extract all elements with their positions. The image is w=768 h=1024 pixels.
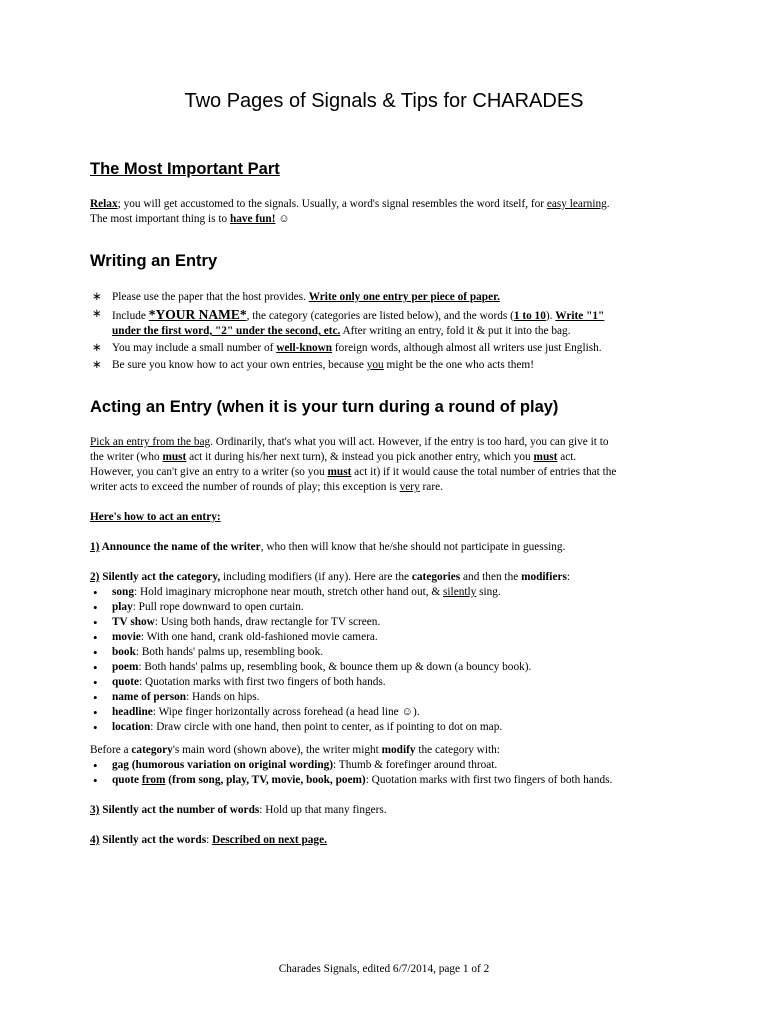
category-name: name of person xyxy=(112,691,187,703)
item-text: Please use the paper that the host provides. xyxy=(112,291,309,303)
modifier-name: gag (humorous variation on original wording) xyxy=(112,759,334,771)
item-text: Be sure you know how to act your own entries, because xyxy=(112,359,367,371)
bullet-icon: • xyxy=(93,600,98,615)
paragraph-text: writer acts to exceed the number of rounds of play; this exception is xyxy=(90,481,400,493)
page-footer: Charades Signals, edited 6/7/2014, page 1 of 2 xyxy=(278,963,490,975)
your-name-text: *YOUR NAME* xyxy=(148,307,247,322)
category-item xyxy=(90,585,680,600)
bullet-icon: • xyxy=(93,630,98,645)
paragraph-text: Before a xyxy=(90,744,132,756)
step-text: , who then will know that he/she should not participate in guessing. xyxy=(260,541,566,553)
category-name: poem xyxy=(112,661,139,673)
step-number: 4) xyxy=(90,834,100,846)
step-text: : xyxy=(206,834,213,846)
asterisk-bullet-icon: ∗ xyxy=(92,359,102,371)
category-name: quote xyxy=(112,676,139,688)
modify-word: modify xyxy=(381,744,416,756)
category-description: : Hands on hips. xyxy=(186,691,260,703)
modifier-name: (from song, play, TV, movie, book, poem) xyxy=(165,774,366,786)
modifier-item xyxy=(90,758,680,773)
paragraph-line xyxy=(90,480,680,495)
category-name: location xyxy=(112,721,151,733)
paragraph-text: the writer (who xyxy=(90,451,163,463)
easy-learning-text: easy learning xyxy=(546,198,607,210)
category-description: : Draw circle with one hand, then point to center, as if pointing to dot on map. xyxy=(150,721,503,733)
list-item-continuation xyxy=(90,324,680,339)
paragraph-text: the category with: xyxy=(415,744,500,756)
paragraph-line xyxy=(90,450,680,465)
bullet-icon: • xyxy=(93,645,98,660)
modifier-from: from xyxy=(141,774,166,786)
modifier-name: quote xyxy=(112,774,142,786)
list-item xyxy=(90,341,680,356)
category-item xyxy=(90,630,680,645)
item-emphasis: under the first word, "2" under the second, etc. xyxy=(112,325,341,337)
step-text: : Hold up that many fingers. xyxy=(259,804,387,816)
bullet-icon: • xyxy=(93,585,98,600)
relax-text: ; you will get accustomed to the signals. Usually, a word's signal resembles the word itself, for xyxy=(117,198,547,210)
paragraph-text: act. xyxy=(557,451,577,463)
category-description: : Hold imaginary microphone near mouth, stretch other hand out, & xyxy=(133,586,444,598)
asterisk-bullet-icon: ∗ xyxy=(92,342,102,354)
paragraph-text: rare. xyxy=(419,481,443,493)
have-fun-line xyxy=(90,212,680,227)
category-item xyxy=(90,720,680,735)
asterisk-bullet-icon: ∗ xyxy=(92,291,102,303)
step-title: Silently act the category, xyxy=(99,571,221,583)
asterisk-bullet-icon: ∗ xyxy=(92,308,102,320)
item-text: , the category (categories are listed below), and the words ( xyxy=(246,310,514,322)
category-description: : Pull rope downward to open curtain. xyxy=(132,601,304,613)
bullet-icon: • xyxy=(93,675,98,690)
bullet-icon: • xyxy=(93,758,98,773)
bullet-icon: • xyxy=(93,615,98,630)
category-description: sing. xyxy=(476,586,501,598)
categories-word: categories xyxy=(411,571,461,583)
item-emphasis: Write "1" xyxy=(555,310,605,322)
modifier-text: : Thumb & forefinger around throat. xyxy=(333,759,498,771)
page-title: Two Pages of Signals & Tips for CHARADES xyxy=(184,90,584,112)
must-emphasis: must xyxy=(327,466,352,478)
step-text: : xyxy=(566,571,571,583)
step-title: Silently act the words xyxy=(99,834,207,846)
word-count-range: 1 to 10 xyxy=(513,310,546,322)
item-emphasis: Write only one entry per piece of paper. xyxy=(308,291,500,303)
category-item xyxy=(90,660,680,675)
paragraph-line xyxy=(90,465,680,480)
step-2 xyxy=(90,570,680,585)
category-name: headline xyxy=(112,706,153,718)
paragraph-text: act it during his/her next turn), & instead you pick another entry, which you xyxy=(186,451,534,463)
category-name: play xyxy=(112,601,133,613)
writing-entry-list xyxy=(90,290,680,373)
category-item xyxy=(90,705,680,720)
category-item xyxy=(90,690,680,705)
item-text: You may include a small number of xyxy=(112,342,277,354)
item-text: might be the one who acts them! xyxy=(383,359,534,371)
category-description: : With one hand, crank old-fashioned movie camera. xyxy=(140,631,378,643)
step-number: 3) xyxy=(90,804,100,816)
bullet-icon: • xyxy=(93,773,98,788)
bullet-icon: • xyxy=(93,720,98,735)
step-text: and then the xyxy=(460,571,522,583)
list-item xyxy=(90,358,680,373)
modifier-item xyxy=(90,773,680,788)
paragraph-text: However, you can't give an entry to a writer (so you xyxy=(90,466,328,478)
item-text: foreign words, although almost all writers use just English. xyxy=(332,342,602,354)
next-page-text: Described on next page. xyxy=(212,834,327,846)
relax-word: Relax xyxy=(90,198,118,210)
category-item xyxy=(90,645,680,660)
heading-writing-entry: Writing an Entry xyxy=(90,252,218,270)
category-emphasis: silently xyxy=(443,586,477,598)
step-title: Silently act the number of words xyxy=(99,804,260,816)
very-emphasis: very xyxy=(399,481,420,493)
category-word: category xyxy=(131,744,173,756)
heading-acting-entry: Acting an Entry (when it is your turn during a round of play) xyxy=(90,398,559,416)
must-emphasis: must xyxy=(533,451,558,463)
step-text: including modifiers (if any). Here are the xyxy=(220,571,412,583)
category-name: TV show xyxy=(112,616,155,628)
bullet-icon: • xyxy=(93,690,98,705)
list-item xyxy=(90,307,680,324)
list-item xyxy=(90,290,680,305)
category-item xyxy=(90,600,680,615)
pick-entry-text: Pick an entry from the bag xyxy=(90,436,211,448)
step-title: Announce the name of the writer xyxy=(99,541,261,553)
section-most-important-text xyxy=(90,197,680,227)
smiley-icon: ☺ xyxy=(275,213,290,225)
category-name: song xyxy=(112,586,134,598)
category-description: : Quotation marks with first two fingers of both hands. xyxy=(139,676,386,688)
category-description: : Both hands' palms up, resembling book, & bounce them up & down (a bouncy book). xyxy=(138,661,532,673)
category-list xyxy=(90,585,680,735)
category-item xyxy=(90,615,680,630)
howto-heading: Here's how to act an entry: xyxy=(90,511,221,523)
item-text: Include xyxy=(112,310,149,322)
bullet-icon: • xyxy=(93,660,98,675)
relax-line xyxy=(90,197,680,212)
step-3 xyxy=(90,803,680,818)
item-emphasis: you xyxy=(366,359,384,371)
step-number: 2) xyxy=(90,571,100,583)
item-text: ). xyxy=(545,310,556,322)
category-description: : Both hands' palms up, resembling book. xyxy=(135,646,324,658)
paragraph-line xyxy=(90,435,680,450)
category-name: book xyxy=(112,646,136,658)
acting-entry-text xyxy=(90,435,680,848)
before-category-line xyxy=(90,743,680,758)
modifier-text: : Quotation marks with first two fingers of both hands. xyxy=(365,774,613,786)
fun-intro-text: The most important thing is to xyxy=(90,213,230,225)
heading-most-important: The Most Important Part xyxy=(90,160,280,178)
bullet-icon: • xyxy=(93,705,98,720)
category-item xyxy=(90,675,680,690)
category-name: movie xyxy=(112,631,141,643)
category-description: : Using both hands, draw rectangle for TV screen. xyxy=(154,616,381,628)
step-4 xyxy=(90,833,680,848)
paragraph-text: . Ordinarily, that's what you will act. However, if the entry is too hard, you can give it to xyxy=(210,436,609,448)
paragraph-text: act it) if it would cause the total number of entries that the xyxy=(351,466,617,478)
modifiers-word: modifiers xyxy=(521,571,567,583)
item-text: After writing an entry, fold it & put it into the bag. xyxy=(340,325,571,337)
step-1 xyxy=(90,540,680,555)
paragraph-text: 's main word (shown above), the writer might xyxy=(172,744,382,756)
must-emphasis: must xyxy=(162,451,187,463)
period: . xyxy=(606,198,610,210)
step-number: 1) xyxy=(90,541,100,553)
category-description: : Wipe finger horizontally across forehead (a head line ☺). xyxy=(152,706,420,718)
item-emphasis: well-known xyxy=(276,342,333,354)
have-fun-text: have fun! xyxy=(229,213,276,225)
